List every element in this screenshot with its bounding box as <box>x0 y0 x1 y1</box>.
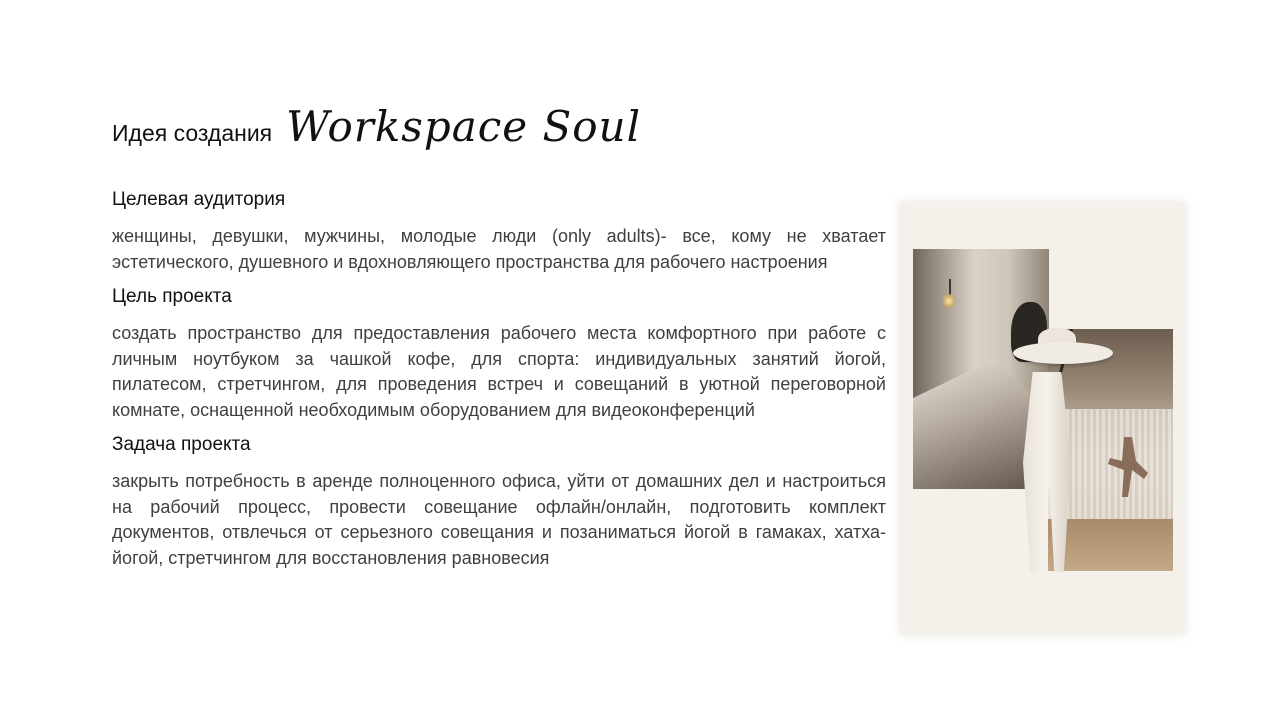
hat-brim <box>1013 342 1113 364</box>
slide-title <box>112 102 641 151</box>
content-block <box>112 186 886 579</box>
section-text: создать пространство для предоставления рабочего места комфортного при работе с личным ноутбуком за чашкой кофе, для спорта: индивидуальных занятий йогой, пилатесом, стретчингом, для проведения встреч и совещаний в уютной переговорной комнате, оснащенной необходимым оборудованием для видеоконференций <box>112 323 886 420</box>
section-heading: Целевая аудитория <box>112 189 286 210</box>
section-project-goal <box>112 283 886 423</box>
photo-collage-card <box>900 202 1185 634</box>
section-project-task <box>112 431 886 571</box>
section-heading: Цель проекта <box>112 286 232 307</box>
section-target-audience <box>112 186 886 275</box>
section-text: закрыть потребность в аренде полноценного офиса, уйти от домашних дел и настроиться на рабочий процесс, провести совещание офлайн/онлайн, подготовить комплект документов, отвлечься от серьезного совещания и позаниматься йогой в гамаках, хатха-йогой, стретчингом для восстановления равновесия <box>112 471 886 568</box>
white-suit <box>1023 372 1071 572</box>
title-prefix: Идея создания <box>112 120 273 146</box>
lamp <box>943 294 955 308</box>
section-text: женщины, девушки, мужчины, молодые люди (only adults)- все, кому не хватает эстетического, душевного и вдохновляющего пространства для рабочего настроения <box>112 226 886 272</box>
section-heading: Задача проекта <box>112 434 251 455</box>
brand-name: Workspace Soul <box>286 102 642 151</box>
woman-in-hat-figure <box>993 290 1113 572</box>
